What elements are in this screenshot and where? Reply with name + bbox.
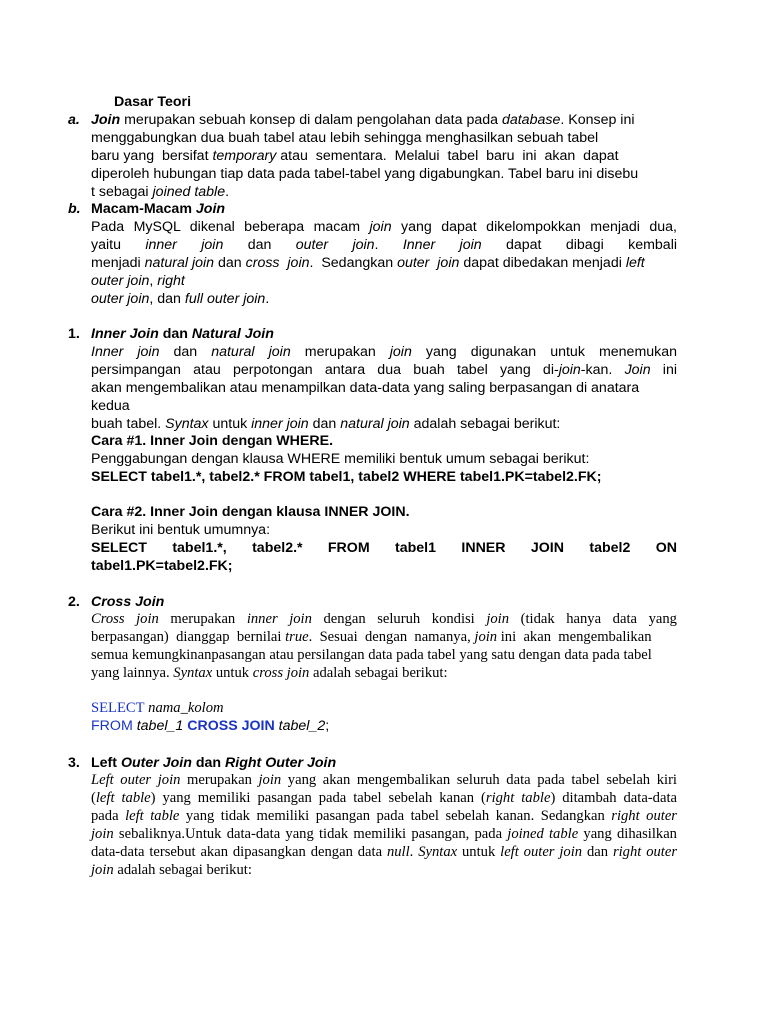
text-span: natural xyxy=(211,344,255,360)
cara-2-code-line-1 xyxy=(91,539,677,557)
code-word: tabel2.* xyxy=(252,540,303,556)
text-span: yang dapat dikelompokkan menjadi dua, xyxy=(391,219,677,235)
text-span: cross join xyxy=(245,255,310,271)
code-word: tabel1.*, xyxy=(172,540,227,556)
text-span: , dan xyxy=(149,291,185,307)
item-2-line-1 xyxy=(91,611,677,629)
section-b-line-1 xyxy=(91,218,677,236)
text-span: left table xyxy=(125,808,180,824)
text-span: Outer Join xyxy=(120,755,192,771)
text-span: join xyxy=(352,237,375,253)
text-span: dan xyxy=(158,326,192,342)
text-span: join xyxy=(136,611,159,627)
section-b-line-4 xyxy=(91,272,185,290)
text-span: join xyxy=(486,611,510,627)
text-span: yang lainnya. xyxy=(91,665,174,681)
cara-2-code-line-2: tabel1.PK=tabel2.FK; xyxy=(91,558,233,574)
item-2-line-3: semua kemungkinanpasangan atau persilangan data pada tabel yang satu dengan data pada tabel xyxy=(91,647,652,663)
text-span: ( xyxy=(91,790,96,806)
text-span: (tidak xyxy=(520,611,555,627)
text-span: right outer xyxy=(611,808,677,824)
text-span: natural join xyxy=(144,255,215,271)
text-span: Syntax xyxy=(165,416,209,432)
text-span: dan xyxy=(214,255,246,271)
text-span: Join xyxy=(195,201,226,217)
text-span: outer xyxy=(295,237,329,253)
section-b-line-2 xyxy=(91,236,677,254)
text-span: join xyxy=(91,862,114,878)
text-span: merupakan xyxy=(304,344,376,360)
section-b-line-5 xyxy=(91,290,269,308)
text-span: tabel_2 xyxy=(274,718,326,734)
sql-keyword: CROSS JOIN xyxy=(187,718,275,734)
text-span: ) ditambah data-data xyxy=(550,790,677,806)
section-a-line-3 xyxy=(91,147,619,165)
text-span: . xyxy=(374,237,379,253)
text-span: ini xyxy=(650,362,678,378)
text-span: dan xyxy=(308,416,341,432)
text-span: left xyxy=(625,255,645,271)
text-span: join xyxy=(389,344,412,360)
text-span: Inner xyxy=(402,237,436,253)
text-span: Right Outer Join xyxy=(225,755,337,771)
text-span: hanya xyxy=(566,611,602,627)
list-marker-b: b. xyxy=(68,201,81,217)
list-marker-a: a. xyxy=(68,112,80,128)
text-span: join xyxy=(459,237,482,253)
text-span: right xyxy=(157,273,185,289)
text-span: -kan. xyxy=(580,362,625,378)
text-span: joined table xyxy=(152,184,226,200)
text-span: Macam-Macam xyxy=(91,201,196,217)
text-span: join xyxy=(201,237,224,253)
item-3-title xyxy=(91,754,336,772)
section-b-title xyxy=(91,200,225,218)
text-span: join xyxy=(369,219,392,235)
item-3-line-3 xyxy=(91,808,677,826)
text-span: Syntax xyxy=(418,844,458,860)
list-number-3: 3. xyxy=(68,755,80,771)
text-span: ) yang memiliki pasangan pada tabel sebelah kanan ( xyxy=(150,790,486,806)
item-1-line-4: kedua xyxy=(91,398,130,414)
text-span: dan xyxy=(582,844,613,860)
item-2-line-4 xyxy=(91,665,448,683)
text-span: full outer join xyxy=(184,291,266,307)
section-a-line-5 xyxy=(91,183,229,201)
text-span: t sebagai xyxy=(91,184,153,200)
text-span: . xyxy=(265,291,270,307)
item-1-line-2 xyxy=(91,361,677,379)
sql-keyword: SELECT xyxy=(91,700,145,716)
text-span: adalah sebagai berikut: xyxy=(409,416,561,432)
text-span: berpasangan) dianggap bernilai xyxy=(91,629,286,645)
cara-2-title: Cara #2. Inner Join dengan klausa INNER JOIN. xyxy=(91,504,410,520)
item-3-line-4 xyxy=(91,826,677,844)
text-span: untuk xyxy=(457,844,501,860)
item-1-line-3: akan mengembalikan atau menampilkan data-data yang saling berpasangan di anatara xyxy=(91,380,640,396)
section-a-line-2: menggabungkan dua buah tabel atau lebih sehingga menghasilkan sebuah tabel xyxy=(91,130,599,146)
text-span: . Konsep ini xyxy=(560,112,635,128)
text-span: outer join xyxy=(91,273,150,289)
text-span: kembali xyxy=(628,237,677,253)
text-span: menemukan xyxy=(598,344,678,360)
text-span: yaitu xyxy=(91,237,146,253)
cara-1-title: Cara #1. Inner Join dengan WHERE. xyxy=(91,433,334,449)
text-span: . Sesuai dengan namanya, xyxy=(308,629,475,645)
text-span: sebaliknya.Untuk data-data yang tidak memiliki pasangan, pada xyxy=(113,826,508,842)
text-span: inner xyxy=(246,611,278,627)
code-word: JOIN xyxy=(530,540,564,556)
text-span: atau sementara. Melalui tabel baru ini akan dapat xyxy=(276,148,619,164)
item-1-title xyxy=(91,325,274,343)
text-span: yang xyxy=(425,344,457,360)
text-span: right table xyxy=(485,790,551,806)
item-1-line-1 xyxy=(91,343,677,361)
text-span: , xyxy=(149,273,158,289)
text-span: seluruh xyxy=(377,611,421,627)
text-span: null xyxy=(386,844,410,860)
text-span: yang dihasilkan xyxy=(578,826,677,842)
text-span: kondisi xyxy=(431,611,475,627)
list-number-1: 1. xyxy=(68,326,80,342)
section-heading: Dasar Teori xyxy=(114,94,192,110)
text-span: database xyxy=(501,112,561,128)
text-span: join xyxy=(474,629,498,645)
text-span: join xyxy=(558,362,581,378)
text-span: menjadi xyxy=(91,255,145,271)
text-span: dan xyxy=(173,344,198,360)
text-span: . xyxy=(409,844,419,860)
item-3-line-5 xyxy=(91,844,677,862)
text-span: cross join xyxy=(252,665,310,681)
text-span: nama_kolom xyxy=(144,700,224,716)
text-span: join xyxy=(289,611,312,627)
text-span: . xyxy=(225,184,230,200)
text-span: buah tabel. xyxy=(91,416,166,432)
text-span: Inner xyxy=(91,344,124,360)
section-b-line-3 xyxy=(91,254,645,272)
text-span: adalah sebagai berikut: xyxy=(309,665,448,681)
text-span: ini akan mengembalikan xyxy=(497,629,652,645)
text-span: outer join xyxy=(397,255,460,271)
text-span: untuk xyxy=(212,665,253,681)
text-span: join xyxy=(258,772,282,788)
code-word: ON xyxy=(655,540,677,556)
text-span: yang tidak memiliki pasangan pada tabel sebelah kanan. Sedangkan xyxy=(179,808,612,824)
code-word: tabel1 xyxy=(395,540,437,556)
text-span: natural join xyxy=(340,416,410,432)
text-span: Left xyxy=(91,755,121,771)
text-span: untuk xyxy=(550,344,585,360)
text-span: Syntax xyxy=(173,665,213,681)
cara-1-code: SELECT tabel1.*, tabel2.* FROM tabel1, tabel2 WHERE tabel1.PK=tabel2.FK; xyxy=(91,469,602,485)
text-span: dengan xyxy=(323,611,366,627)
text-span: persimpangan atau perpotongan antara dua buah tabel yang di- xyxy=(91,362,559,378)
item-3-line-2 xyxy=(91,790,677,808)
text-span: baru yang bersifat xyxy=(91,148,213,164)
term-join: Join xyxy=(91,112,121,128)
cross-join-code-line-1 xyxy=(91,700,224,718)
text-span: yang akan mengembalikan seluruh data pada tabel sebelah kiri xyxy=(281,772,677,788)
text-span: Cross xyxy=(91,611,125,627)
text-span: untuk xyxy=(208,416,252,432)
section-a-line-1 xyxy=(91,111,634,129)
text-span: dan xyxy=(247,237,272,253)
text-span: joined table xyxy=(507,826,579,842)
text-span: Left outer join xyxy=(91,772,181,788)
text-span: merupakan xyxy=(180,772,259,788)
text-span: join xyxy=(268,344,291,360)
text-span: ; xyxy=(325,718,330,734)
text-span: temporary xyxy=(212,148,277,164)
cross-join-code-line-2 xyxy=(91,717,329,735)
text-span: join xyxy=(91,826,114,842)
cara-1-description: Penggabungan dengan klausa WHERE memiliki bentuk umum sebagai berikut: xyxy=(91,451,590,467)
text-span: data xyxy=(612,611,637,627)
text-span: Inner Join xyxy=(91,326,159,342)
text-span: right outer xyxy=(612,844,678,860)
text-span: dan xyxy=(191,755,226,771)
item-2-line-2 xyxy=(91,629,652,647)
sql-keyword: FROM xyxy=(91,718,133,734)
code-word: tabel2 xyxy=(589,540,631,556)
text-span: digunakan xyxy=(470,344,537,360)
code-word: SELECT xyxy=(91,540,147,556)
text-span: inner xyxy=(145,237,177,253)
item-3-line-1 xyxy=(91,772,677,790)
item-3-line-6 xyxy=(91,862,252,880)
section-a-line-4: diperoleh hubungan tiap data pada tabel-tabel yang digabungkan. Tabel baru ini disebu xyxy=(91,166,639,182)
item-2-title: Cross Join xyxy=(91,594,165,610)
text-span: Join xyxy=(624,362,651,378)
text-span: tabel_1 xyxy=(132,718,188,734)
text-span: dibagi xyxy=(565,237,604,253)
text-span: join xyxy=(137,344,160,360)
text-span: left outer join xyxy=(500,844,583,860)
text-span: adalah sebagai berikut: xyxy=(113,862,252,878)
text-span: left table xyxy=(95,790,151,806)
item-1-line-5 xyxy=(91,415,560,433)
text-span: dapat xyxy=(506,237,542,253)
text-span: Natural Join xyxy=(191,326,274,342)
text-span: inner join xyxy=(251,416,309,432)
text-span: merupakan xyxy=(170,611,236,627)
text-span: data-data tersebut akan dipasangkan dengan data xyxy=(91,844,387,860)
code-word: INNER xyxy=(461,540,506,556)
text-span: Pada MySQL dikenal beberapa macam xyxy=(91,219,370,235)
text-span: merupakan sebuah konsep di dalam pengolahan data pada xyxy=(120,112,502,128)
text-span: pada xyxy=(91,808,126,824)
list-number-2: 2. xyxy=(68,594,80,610)
text-span: . Sedangkan xyxy=(309,255,398,271)
text-span: yang xyxy=(648,611,677,627)
text-span: dapat dibedakan menjadi xyxy=(459,255,626,271)
text-span: outer join xyxy=(91,291,150,307)
cara-2-description: Berikut ini bentuk umumnya: xyxy=(91,522,271,538)
code-word: FROM xyxy=(327,540,370,556)
text-span: true xyxy=(285,629,309,645)
